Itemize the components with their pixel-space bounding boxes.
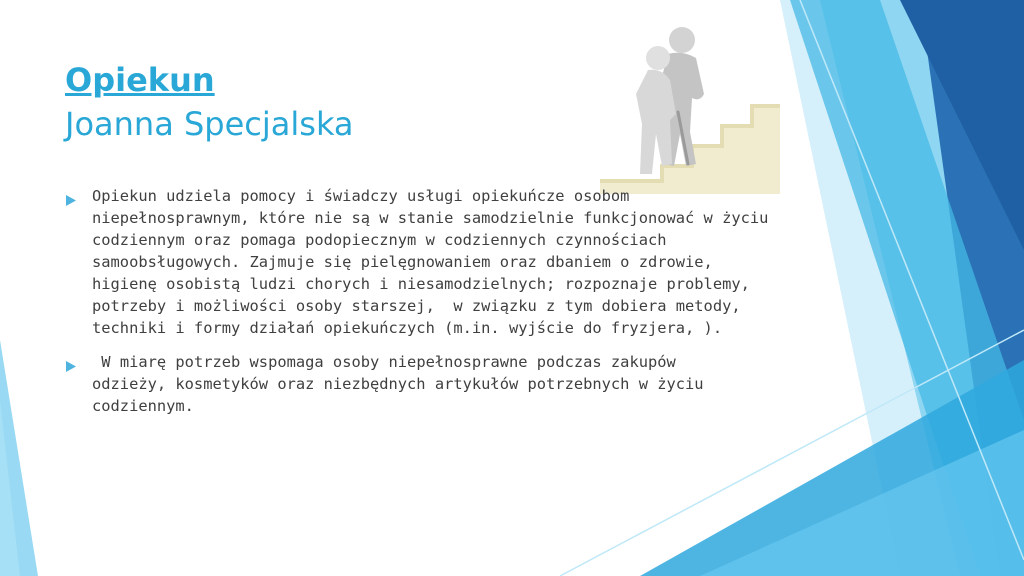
triangle-bullet-icon — [66, 351, 92, 376]
elderly-body — [636, 70, 676, 174]
bullet-item — [66, 351, 786, 417]
slide-content — [66, 185, 786, 429]
caregiver-head — [669, 27, 695, 53]
caregiver-stairs-illustration — [600, 24, 780, 194]
bullet-item — [66, 185, 786, 339]
title-line-2: Joanna Specjalska — [65, 105, 354, 143]
title-line-1[interactable]: Opiekun — [65, 61, 215, 99]
elderly-head — [646, 46, 670, 70]
bullet-text: Opiekun udziela pomocy i świadczy usługi opiekuńcze osobom niepełnosprawnym, które nie są w stanie samodzielnie funkcjonować w życiu codziennym oraz pomaga podopiecznym w codziennych czynnościach samoobsługowych. Zajmuje się pielęgnowaniem oraz dbaniem o zdrowie, higienę osobistą ludzi chorych i niesamodzielnych; rozpoznaje problemy, potrzeby i możliwości osoby starszej, w związku z tym dobiera metody, techniki i formy działań opiekuńczych (m.in. wyjście do fryzjera, ). — [92, 187, 769, 337]
slide-title — [65, 58, 354, 146]
bullet-text: W miarę potrzeb wspomaga osoby niepełnosprawne podczas zakupów odzieży, kosmetyków oraz niezbędnych artykułów potrzebnych w życiu codziennym. — [92, 353, 704, 415]
triangle-bullet-icon — [66, 185, 92, 210]
